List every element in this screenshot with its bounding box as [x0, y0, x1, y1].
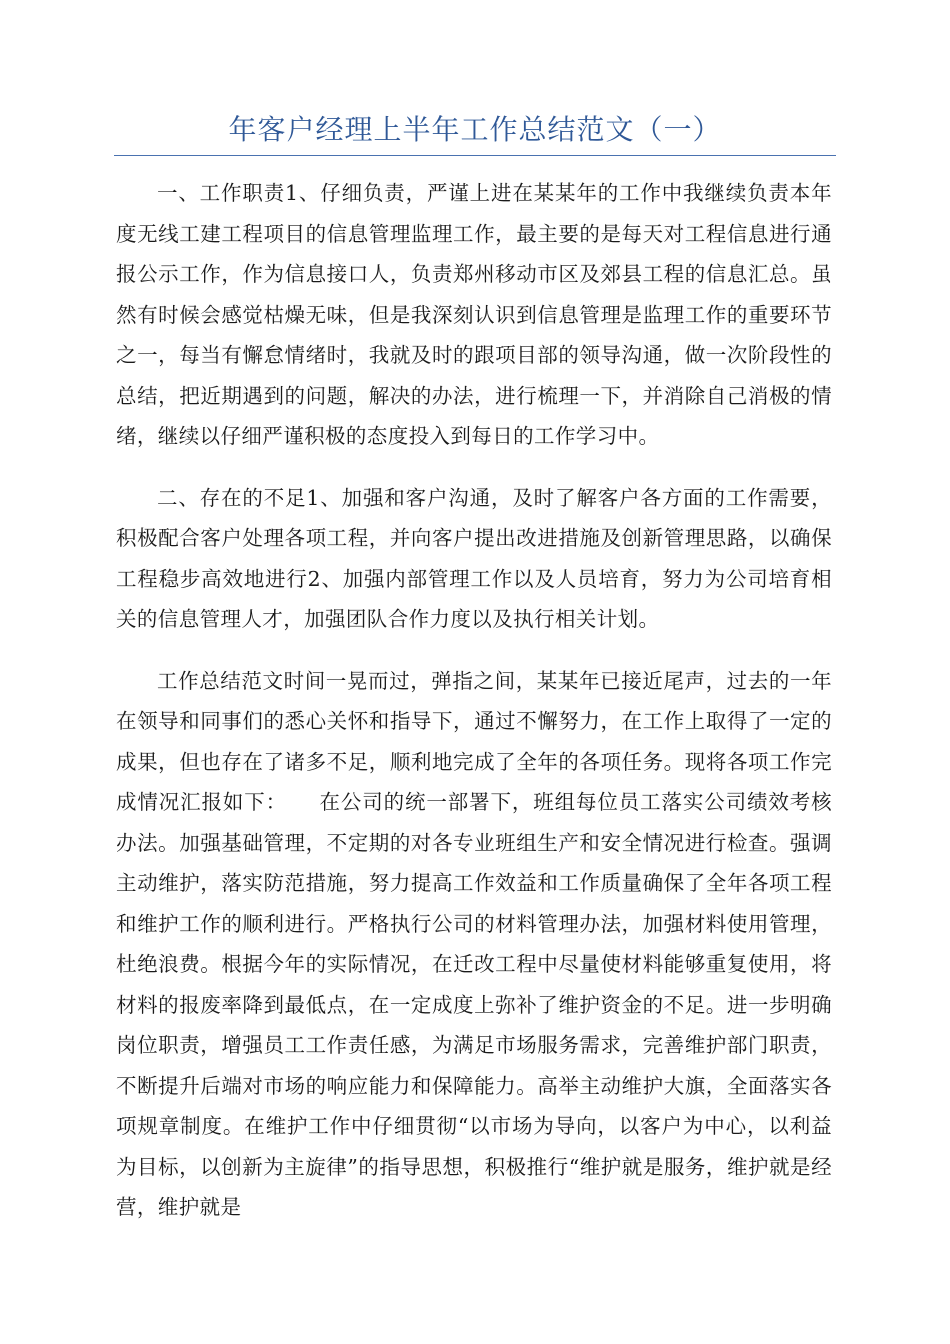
paragraph-summary: 工作总结范文时间一晃而过，弹指之间，某某年已接近尾声，过去的一年在领导和同事们的悉心关怀和指导下，通过不懈努力，在工作上取得了一定的成果，但也存在了诸多不足，顺利地完成了全年的各项任务。现将各项工作完成情况汇报如下： 在公司的统一部署下，班组每位员工落实公司绩效考核办法。加强基础管理，不定期的对各专业班组生产和安全情况进行检查。强调主动维护，落实防范措施，努力提高工作效益和工作质量确保了全年各项工程和维护工作的顺利进行。严格执行公司的材料管理办法，加强材料使用管理，杜绝浪费。根据今年的实际情况，在迁改工程中尽量使材料能够重复使用，将材料的报废率降到最低点，在一定成度上弥补了维护资金的不足。进一步明确岗位职责，增强员工工作责任感，为满足市场服务需求，完善维护部门职责，不断提升后端对市场的响应能力和保障能力。高举主动维护大旗，全面落实各项规章制度。在维护工作中仔细贯彻“以市场为导向，以客户为中心，以利益为目标，以创新为主旋律”的指导思想，积极推行“维护就是服务，维护就是经营，维护就是	[116, 668, 832, 1219]
document-body	[116, 173, 832, 1249]
page-title: 年客户经理上半年工作总结范文（一）	[228, 113, 722, 146]
paragraph-shortcomings: 二、存在的不足1、加强和客户沟通，及时了解客户各方面的工作需要，积极配合客户处理各项工程，并向客户提出改进措施及创新管理思路，以确保工程稳步高效地进行2、加强内部管理工作以及人员培育，努力为公司培育相关的信息管理人才，加强团队合作力度以及执行相关计划。	[116, 485, 832, 631]
paragraph-duties: 一、工作职责1、仔细负责，严谨上进在某某年的工作中我继续负责本年度无线工建工程项目的信息管理监理工作，最主要的是每天对工程信息进行通报公示工作，作为信息接口人，负责郑州移动市区及郊县工程的信息汇总。虽然有时候会感觉枯燥无味，但是我深刻认识到信息管理是监理工作的重要环节之一，每当有懈怠情绪时，我就及时的跟项目部的领导沟通，做一次阶段性的总结，把近期遇到的问题，解决的办法，进行梳理一下，并消除自己消极的情绪，继续以仔细严谨积极的态度投入到每日的工作学习中。	[116, 181, 832, 448]
title-underline	[114, 155, 836, 156]
